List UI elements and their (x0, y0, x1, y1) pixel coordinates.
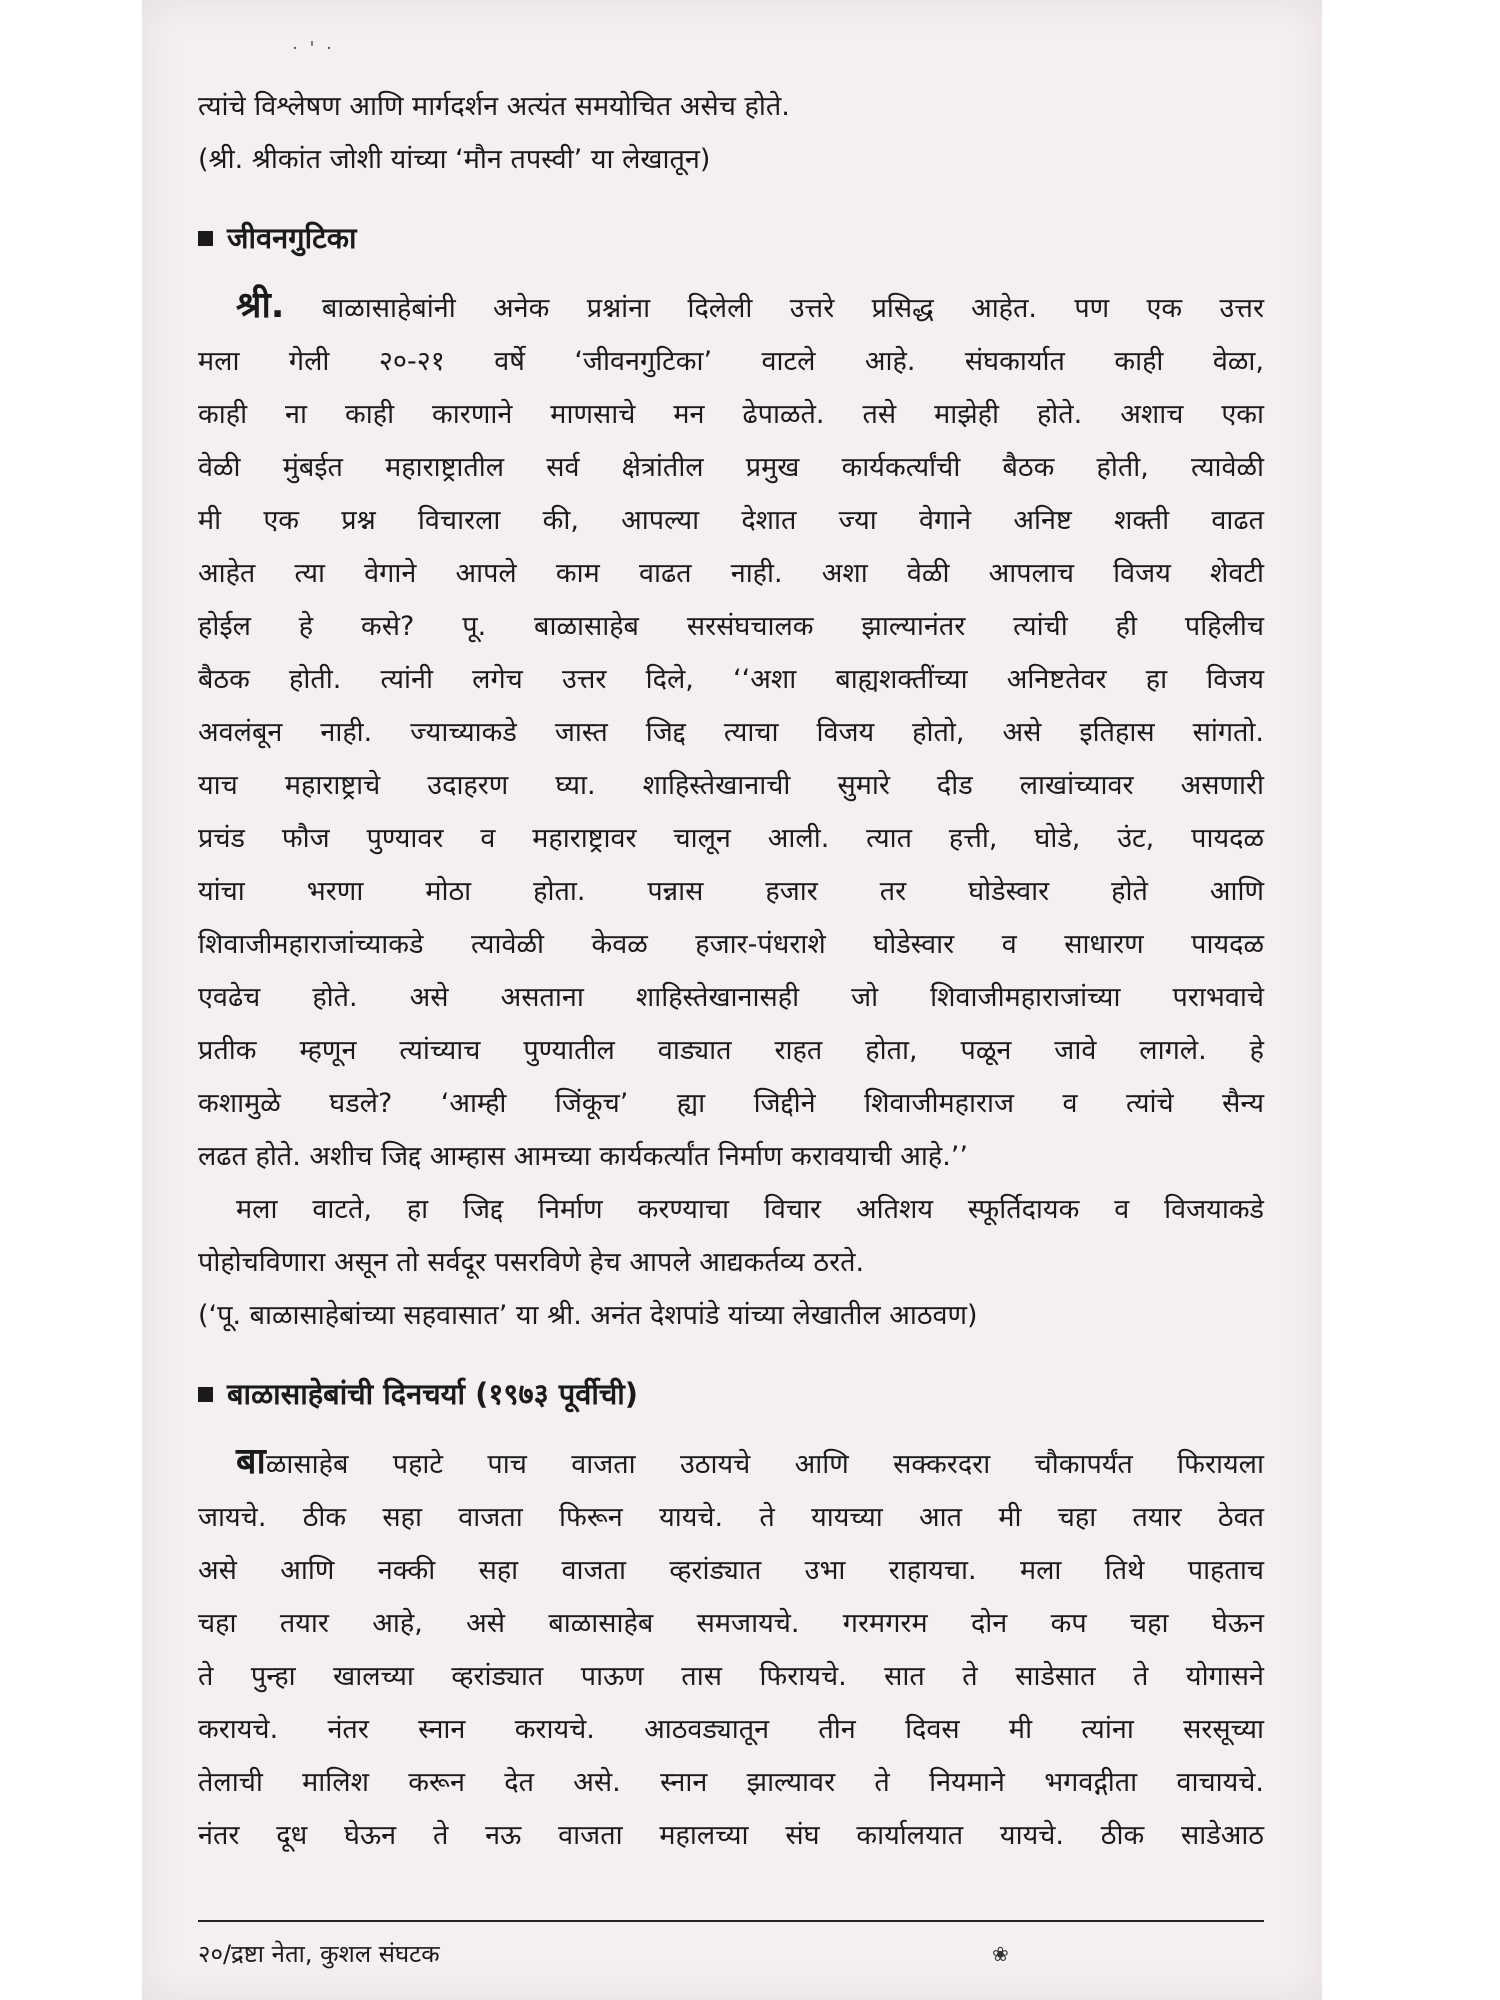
paragraph (198, 1435, 1264, 1862)
footer-divider (198, 1920, 1264, 1922)
text-line: होईल हे कसे? पू. बाळासाहेब सरसंघचालक झाल्यानंतर त्यांची ही पहिलीच (198, 611, 1264, 642)
text-line: पोहोचविणारा असून तो सर्वदूर पसरविणे हेच आपले आद्यकर्तव्य ठरते. (198, 1247, 865, 1278)
intro-source: (श्री. श्रीकांत जोशी यांच्या ‘मौन तपस्वी’ या लेखातून) (198, 144, 711, 175)
text-line: मी एक प्रश्न विचारला की, आपल्या देशात ज्या वेगाने अनिष्ट शक्ती वाढत (198, 505, 1264, 536)
text-line: कशामुळे घडले? ‘आम्ही जिंकूच’ ह्या जिद्दीने शिवाजीमहाराज व त्यांचे सैन्य (198, 1088, 1264, 1119)
text-line: आहेत त्या वेगाने आपले काम वाढत नाही. अशा वेळी आपलाच विजय शेवटी (198, 558, 1264, 589)
square-bullet-icon (198, 1387, 213, 1402)
text-line: प्रचंड फौज पुण्यावर व महाराष्ट्रावर चालून आली. त्यात हत्ती, घोडे, उंट, पायदळ (198, 823, 1264, 854)
text-line: श्री. बाळासाहेबांनी अनेक प्रश्नांना दिलेली उत्तरे प्रसिद्ध आहेत. पण एक उत्तर (236, 285, 1264, 326)
section-heading-jeevangutika (198, 212, 1264, 265)
paragraph (198, 279, 1264, 335)
book-page (142, 0, 1322, 2000)
flower-ornament-icon: ❀ (992, 1942, 1009, 1966)
text-line: शिवाजीमहाराजांच्याकडे त्यावेळी केवळ हजार-पंधराशे घोडेस्वार व साधारण पायदळ (198, 929, 1264, 960)
text-line: बाळासाहेब पहाटे पाच वाजता उठायचे आणि सक्करदरा चौकापर्यंत फिरायला (236, 1441, 1264, 1482)
paragraph-body (198, 335, 1264, 1183)
source-citation (198, 1289, 1264, 1342)
text-line: प्रतीक म्हणून त्यांच्याच पुण्यातील वाड्यात राहत होता, पळून जावे लागले. हे (198, 1035, 1264, 1066)
square-bullet-icon (198, 231, 213, 246)
page-footer: २०/द्रष्टा नेता, कुशल संघटक (198, 1940, 440, 1968)
page-content (198, 80, 1264, 1862)
text-line: बैठक होती. त्यांनी लगेच उत्तर दिले, ‘‘अशा बाह्यशक्तींच्या अनिष्टतेवर हा विजय (198, 664, 1264, 695)
text-line: नंतर दूध घेऊन ते नऊ वाजता महालच्या संघ कार्यालयात यायचे. ठीक साडेआठ (198, 1820, 1264, 1851)
paragraph (198, 1183, 1264, 1289)
text-line: तेलाची मालिश करून देत असे. स्नान झाल्यावर ते नियमाने भगवद्गीता वाचायचे. (198, 1767, 1264, 1798)
text-line: काही ना काही कारणाने माणसाचे मन ढेपाळते. तसे माझेही होते. अशाच एका (198, 399, 1264, 430)
text-line: वेळी मुंबईत महाराष्ट्रातील सर्व क्षेत्रांतील प्रमुख कार्यकर्त्यांची बैठक होती, त्यावेळी (198, 452, 1264, 483)
text-line: जायचे. ठीक सहा वाजता फिरून यायचे. ते यायच्या आत मी चहा तयार ठेवत (198, 1502, 1264, 1533)
text-line: लढत होते. अशीच जिद्द आम्हास आमच्या कार्यकर्त्यांत निर्माण करावयाची आहे.’’ (198, 1141, 968, 1172)
text-line: याच महाराष्ट्राचे उदाहरण घ्या. शाहिस्तेखानाची सुमारे दीड लाखांच्यावर असणारी (198, 770, 1264, 801)
section-heading-text: बाळासाहेबांची दिनचर्या (१९७३ पूर्वीची) (227, 1377, 639, 1411)
section-heading-dincharya (198, 1368, 1264, 1421)
page-specks: · ' · (292, 38, 335, 59)
text-line: अवलंबून नाही. ज्याच्याकडे जास्त जिद्द त्याचा विजय होतो, असे इतिहास सांगतो. (198, 717, 1264, 748)
text-line: एवढेच होते. असे असताना शाहिस्तेखानासही जो शिवाजीमहाराजांच्या पराभवाचे (198, 982, 1264, 1013)
intro-paragraph (198, 80, 1264, 186)
text-line: करायचे. नंतर स्नान करायचे. आठवड्यातून तीन दिवस मी त्यांना सरसूच्या (198, 1714, 1264, 1745)
dropcap: श्री. (236, 285, 285, 326)
dropcap: बा (236, 1441, 266, 1482)
text-line: ते पुन्हा खालच्या व्हरांड्यात पाऊण तास फिरायचे. सात ते साडेसात ते योगासने (198, 1661, 1264, 1692)
section-heading-text: जीवनगुटिका (227, 221, 357, 255)
citation-text: (‘पू. बाळासाहेबांच्या सहवासात’ या श्री. अनंत देशपांडे यांच्या लेखातील आठवण) (198, 1300, 978, 1331)
text-line: मला वाटते, हा जिद्द निर्माण करण्याचा विचार अतिशय स्फूर्तिदायक व विजयाकडे (236, 1194, 1264, 1225)
text-line: असे आणि नक्की सहा वाजता व्हरांड्यात उभा राहायचा. मला तिथे पाहताच (198, 1555, 1264, 1586)
text-line: चहा तयार आहे, असे बाळासाहेब समजायचे. गरमगरम दोन कप चहा घेऊन (198, 1608, 1264, 1639)
intro-line: त्यांचे विश्लेषण आणि मार्गदर्शन अत्यंत समयोचित असेच होते. (198, 91, 790, 122)
text-line: मला गेली २०-२१ वर्षे ‘जीवनगुटिका’ वाटले आहे. संघकार्यात काही वेळा, (198, 346, 1264, 377)
text-line: यांचा भरणा मोठा होता. पन्नास हजार तर घोडेस्वार होते आणि (198, 876, 1264, 907)
